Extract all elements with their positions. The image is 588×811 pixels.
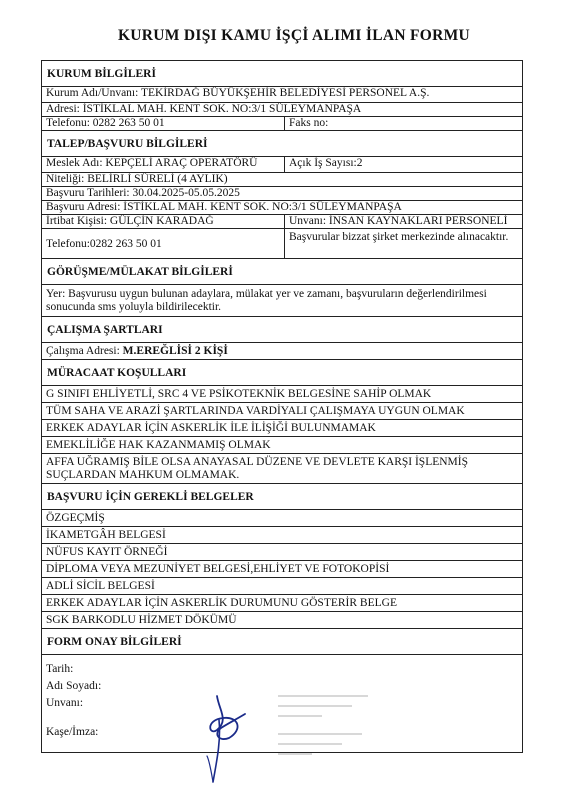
section-gorusme-heading: GÖRÜŞME/MÜLAKAT BİLGİLERİ — [42, 259, 522, 285]
section-calisma-heading: ÇALIŞMA ŞARTLARI — [42, 317, 522, 343]
stamp-lines-icon — [272, 690, 382, 770]
talep-quality: Niteliği: BELİRLİ SÜRELİ (4 AYLIK) — [46, 173, 228, 185]
talep-open-jobs: Açık İş Sayısı:2 — [284, 157, 522, 172]
talep-occupation: Meslek Adı: KEPÇELİ ARAÇ OPERATÖRÜ — [46, 157, 258, 169]
onay-title: Unvanı: — [46, 697, 84, 709]
kurum-fax: Faks no: — [284, 117, 522, 130]
muracaat-item: AFFA UĞRAMIŞ BİLE OLSA ANAYASAL DÜZENE VE DEVLETE KARŞI İŞLENMİŞ SUÇLARDAN MAHKUM OLMAMAK. — [46, 456, 469, 481]
muracaat-item: ERKEK ADAYLAR İÇİN ASKERLİK İLE İLİŞİĞİ BULUNMAMAK — [46, 422, 376, 434]
belge-item: SGK BARKODLU HİZMET DÖKÜMÜ — [46, 614, 237, 626]
kurum-name: Kurum Adı/Unvanı: TEKİRDAĞ BÜYÜKŞEHİR BELEDİYESİ PERSONEL A.Ş. — [46, 87, 430, 99]
signature-icon — [199, 690, 259, 785]
section-kurum-heading: KURUM BİLGİLERİ — [42, 61, 522, 87]
talep-contact-title: Unvanı: İNSAN KAYNAKLARI PERSONELİ — [284, 215, 522, 228]
calisma-address — [42, 343, 522, 359]
belge-item: DİPLOMA VEYA MEZUNİYET BELGESİ,EHLİYET VE FOTOKOPİSİ — [46, 563, 390, 575]
muracaat-item: G SINIFI EHLİYETLİ, SRC 4 VE PSİKOTEKNİK BELGESİNE SAHİP OLMAK — [46, 388, 432, 400]
onay-stamp: Kaşe/İmza: — [46, 726, 99, 738]
section-muracaat-heading: MÜRACAAT KOŞULLARI — [42, 360, 522, 386]
belge-item: İKAMETGÂH BELGESİ — [46, 529, 166, 541]
belge-item: ERKEK ADAYLAR İÇİN ASKERLİK DURUMUNU GÖSTERİR BELGE — [46, 597, 397, 609]
kurum-phone: Telefonu: 0282 263 50 01 — [46, 117, 165, 129]
muracaat-item: EMEKLİLİĞE HAK KAZANMAMIŞ OLMAK — [46, 439, 271, 451]
kurum-address: Adresi: İSTİKLAL MAH. KENT SOK. NO:3/1 SÜLEYMANPAŞA — [46, 103, 362, 115]
talep-contact: İrtibat Kişisi: GÜLÇİN KARADAĞ — [46, 215, 214, 227]
company-stamp — [272, 690, 382, 774]
talep-address: Başvuru Adresi: İSTİKLAL MAH. KENT SOK. NO:3/1 SÜLEYMANPAŞA — [46, 201, 402, 213]
form-table — [41, 60, 523, 753]
talep-note: Başvurular bizzat şirket merkezinde alınacaktır. — [284, 229, 522, 258]
belge-item: ADLİ SİCİL BELGESİ — [46, 580, 155, 592]
calisma-address-label: Çalışma Adresi: — [46, 345, 123, 357]
talep-phone: Telefonu:0282 263 50 01 — [46, 238, 162, 250]
onay-name: Adı Soyadı: — [46, 680, 102, 692]
onay-date: Tarih: — [46, 663, 74, 675]
form-title: KURUM DIŞI KAMU İŞÇİ ALIMI İLAN FORMU — [117, 27, 471, 44]
gorusme-text: Yer: Başvurusu uygun bulunan adaylara, mülakat yer ve zamanı, başvuruların değerlendirilmesi sonucunda sms yoluyla bildirilecektir. — [46, 288, 487, 313]
belge-item: NÜFUS KAYIT ÖRNEĞİ — [46, 546, 168, 558]
belge-item: ÖZGEÇMİŞ — [46, 512, 105, 524]
section-talep-heading: TALEP/BAŞVURU BİLGİLERİ — [42, 131, 522, 157]
section-belgeler-heading: BAŞVURU İÇİN GEREKLİ BELGELER — [42, 484, 522, 510]
talep-dates: Başvuru Tarihleri: 30.04.2025-05.05.2025 — [46, 187, 240, 199]
section-onay-heading: FORM ONAY BİLGİLERİ — [42, 629, 522, 655]
muracaat-item: TÜM SAHA VE ARAZİ ŞARTLARINDA VARDİYALI ÇALIŞMAYA UYGUN OLMAK — [46, 405, 465, 417]
calisma-address-value: M.EREĞLİSİ 2 KİŞİ — [122, 345, 228, 357]
